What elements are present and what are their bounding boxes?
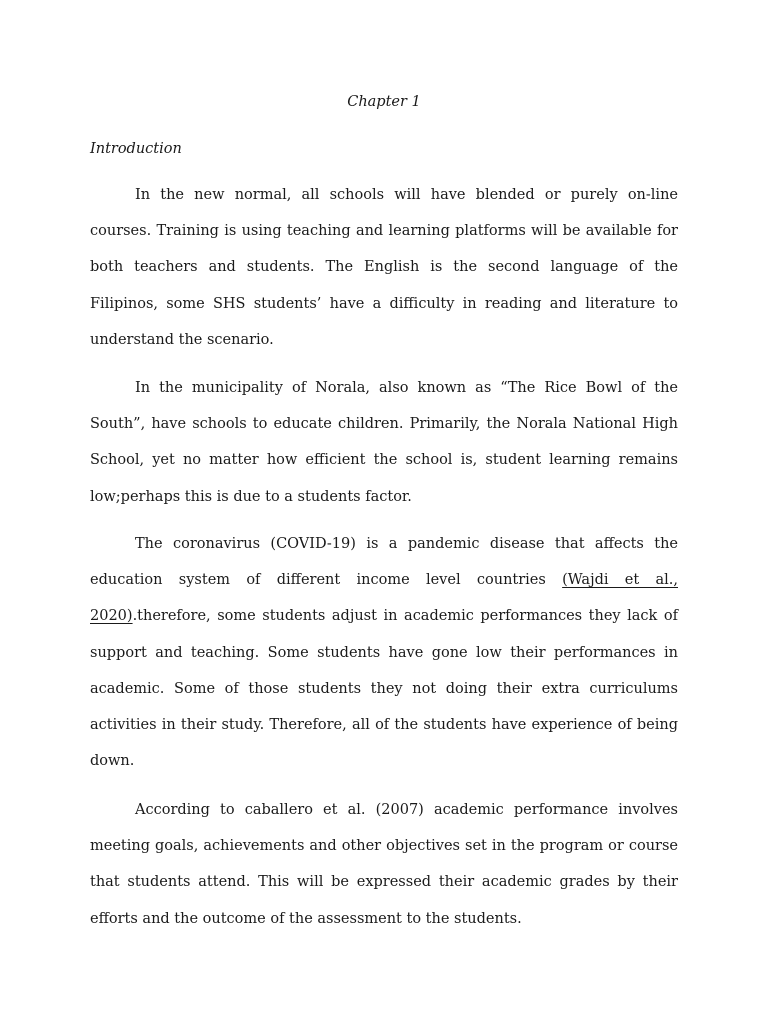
paragraph-academic-performance: According to caballero et al. (2007) academic performance involves meeting goals, achievements and other objectives set in the program or course that students attend. This will be expressed their academic grades by their efforts and the outcome of the assessment to the students.: [90, 802, 678, 927]
chapter-title: Chapter 1: [347, 94, 421, 110]
paragraph-covid-text-before: The coronavirus (COVID-19) is a pandemic disease that affects the education system of different income level countries: [90, 536, 678, 589]
section-heading: Introduction: [90, 141, 182, 157]
paragraph-covid: [90, 526, 678, 779]
citation-link[interactable]: (Wajdi et al., 2020): [90, 572, 678, 625]
paragraph-new-normal: In the new normal, all schools will have blended or purely on-line courses. Training is using teaching and learning platforms will be available for both teachers and students. The English is the second language of the Filipinos, some SHS students’ have a difficulty in reading and literature to understand the scenario.: [90, 187, 678, 348]
paragraph-covid-text-after: .therefore, some students adjust in academic performances they lack of support and teaching. Some students have gone low their performances in academic. Some of those students they not doing their extra curriculums activities in their study. Therefore, all of the students have experience of being down.: [90, 608, 678, 770]
paragraph-norala: In the municipality of Norala, also known as “The Rice Bowl of the South”, have schools to educate children. Primarily, the Norala National High School, yet no matter how efficient the school is, student learning remains low;perhaps this is due to a students factor.: [90, 380, 678, 505]
